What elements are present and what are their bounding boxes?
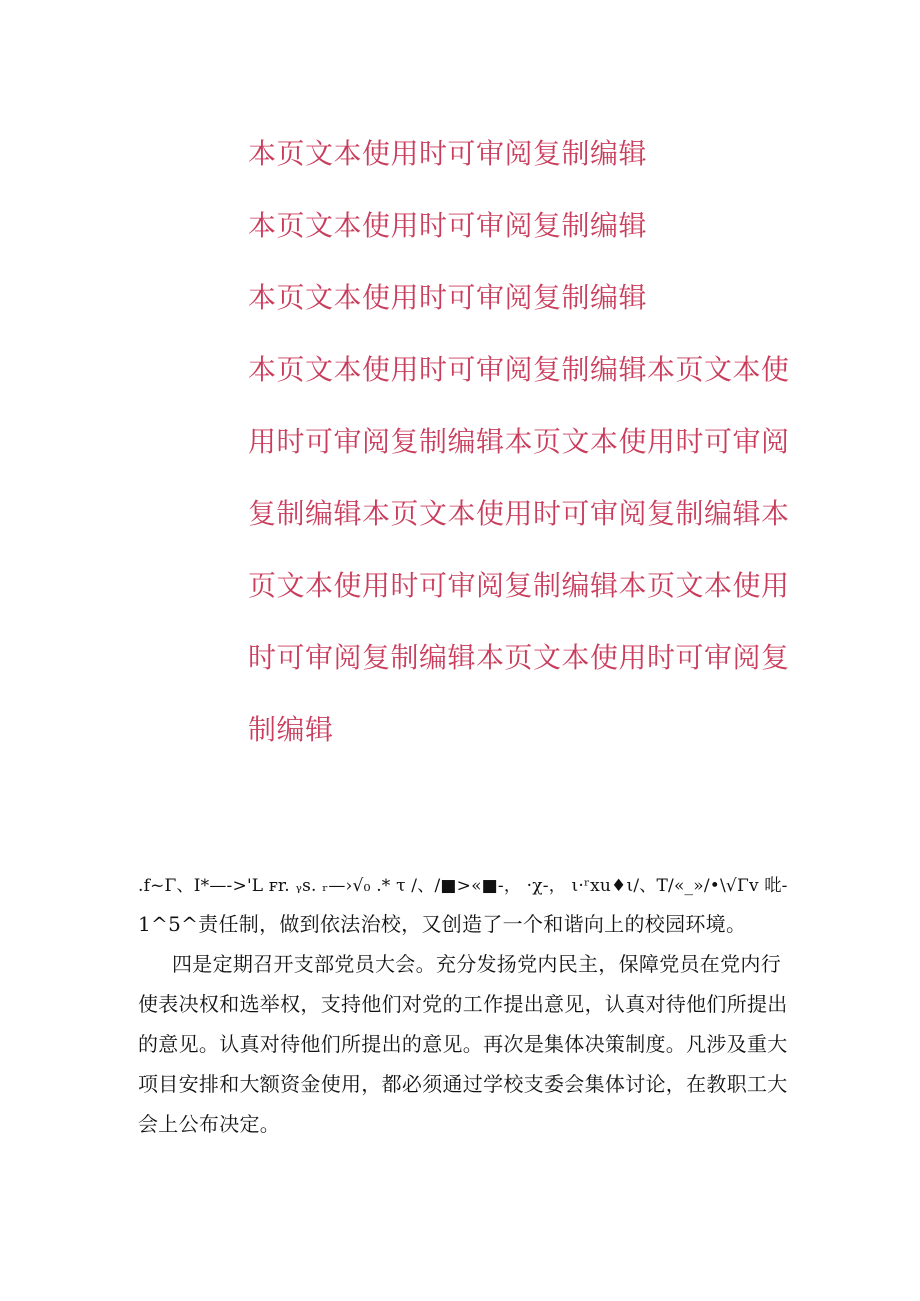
paragraph-first-line: 四是定期召开支部党员大会。充分发扬党内民主，保障党员在党内行 [172, 952, 781, 976]
watermark-text-block [248, 118, 808, 766]
document-body [138, 868, 798, 1144]
watermark-paragraph-line: 制编辑 [248, 713, 334, 746]
watermark-paragraph-line: 复制编辑本页文本使用时可审阅复制编辑本 [248, 497, 790, 530]
watermark-paragraph [248, 334, 788, 766]
watermark-paragraph-line: 用时可审阅复制编辑本页文本使用时可审阅 [248, 425, 790, 458]
paragraph-line: 使表决权和选举权，支持他们对党的工作提出意见，认真对待他们所提出 [138, 992, 788, 1016]
watermark-line: 本页文本使用时可审阅复制编辑 [248, 137, 648, 170]
watermark-paragraph-line: 本页文本使用时可审阅复制编辑本页文本使 [248, 353, 790, 386]
paragraph-line: 项目安排和大额资金使用，都必须通过学校支委会集体讨论，在教职工大 [138, 1072, 788, 1096]
watermark-paragraph-line: 页文本使用时可审阅复制编辑本页文本使用 [248, 569, 790, 602]
garbled-ocr-line: .f~Γ、I*—->'L ꜰr. ᵧs. ᵣ—›√₀ .* τ /、/■>«■-， ·χ-， ι·ʳxu♦ι/、T/«_»/•\√Γv 吡- [138, 876, 788, 896]
body-text-line: 1^5^责任制，做到依法治校，又创造了一个和谐向上的校园环境。 [138, 912, 747, 936]
paragraph-line: 的意见。认真对待他们所提出的意见。再次是集体决策制度。凡涉及重大 [138, 1032, 788, 1056]
paragraph-line: 会上公布决定。 [138, 1112, 281, 1136]
watermark-line: 本页文本使用时可审阅复制编辑 [248, 281, 648, 314]
watermark-line: 本页文本使用时可审阅复制编辑 [248, 209, 648, 242]
watermark-paragraph-line: 时可审阅复制编辑本页文本使用时可审阅复 [248, 641, 790, 674]
